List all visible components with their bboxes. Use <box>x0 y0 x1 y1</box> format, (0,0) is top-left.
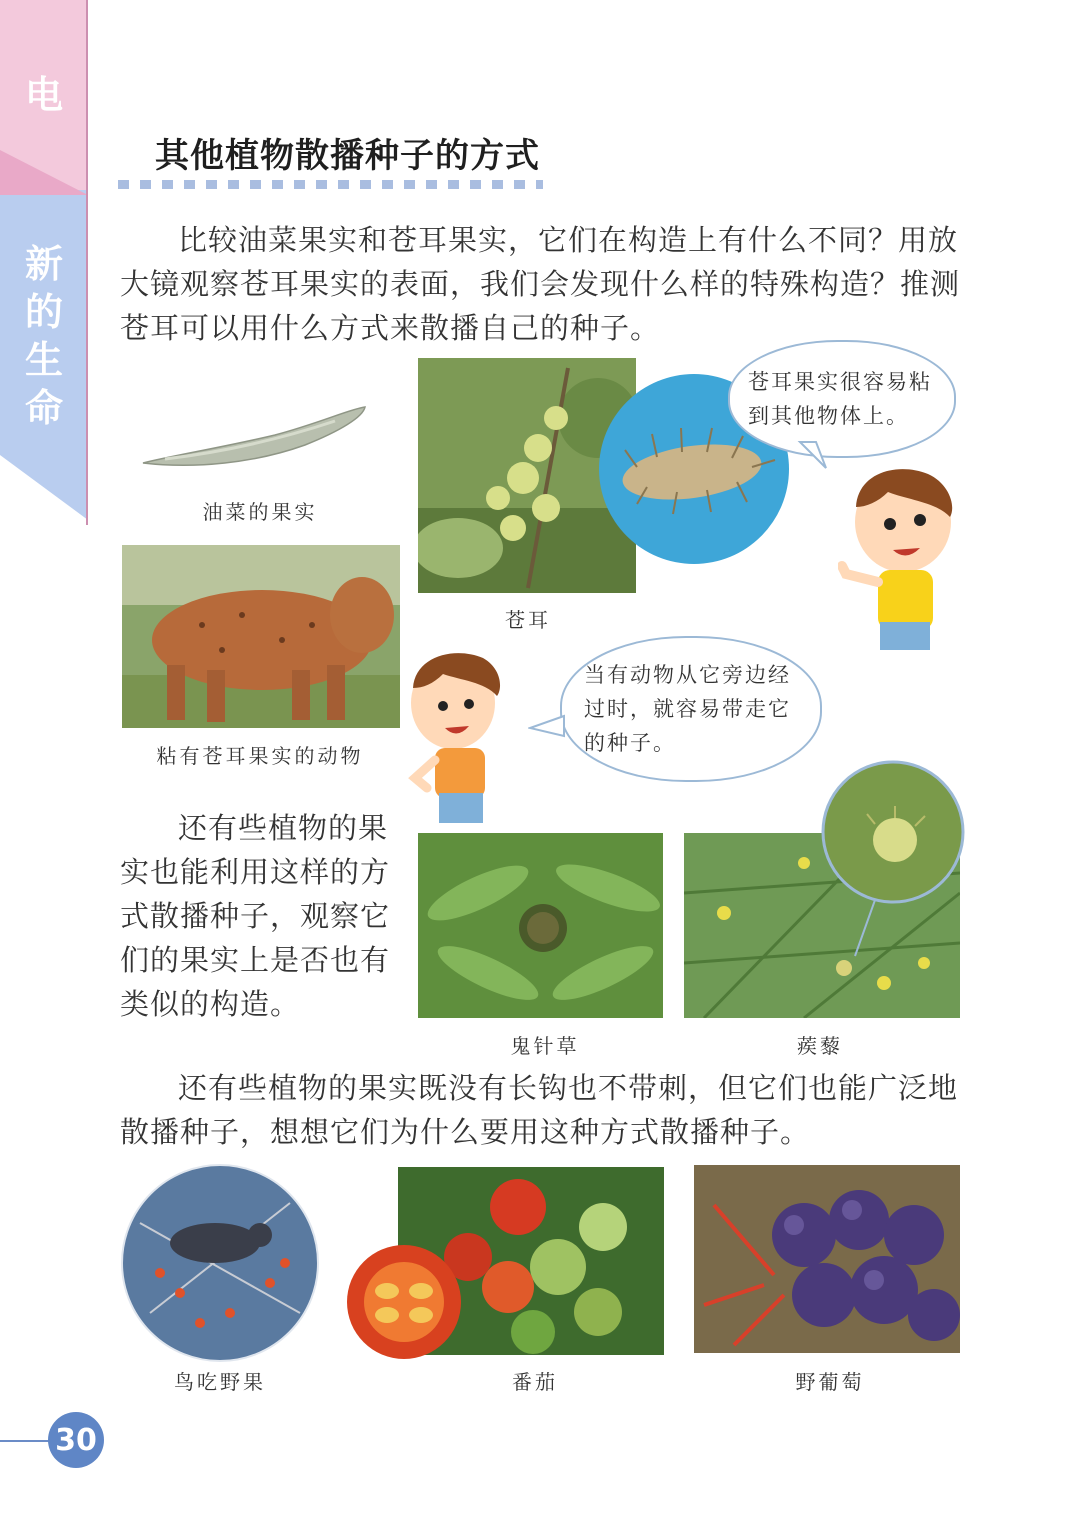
caption-cow: 粘有苍耳果实的动物 <box>156 744 364 768</box>
caption-tribulus: 蒺藜 <box>797 1034 843 1058</box>
tribulus-fruit-zoom <box>815 760 970 960</box>
tomato-cross-section-image <box>345 1243 463 1361</box>
rapeseed-fruit-image <box>135 395 375 475</box>
sidebar-edge-line <box>86 0 88 525</box>
bubble-2-tail <box>528 712 568 742</box>
caption-cocklebur: 苍耳 <box>505 608 551 632</box>
unit-title: 新的生命 <box>24 242 63 430</box>
heading-dotted-rule <box>118 180 543 189</box>
section-heading: 其他植物散播种子的方式 <box>155 136 540 176</box>
wild-grape-photo <box>694 1165 960 1353</box>
cartoon-boy-1 <box>838 462 958 652</box>
speech-bubble-2: 当有动物从它旁边经过时，就容易带走它的种子。 <box>560 636 822 782</box>
speech-bubble-1: 苍耳果实很容易粘到其他物体上。 <box>728 340 956 458</box>
caption-tomato: 番茄 <box>512 1370 558 1394</box>
bird-photo <box>120 1163 320 1363</box>
unit-letter: 电 <box>24 73 63 117</box>
caption-bird: 鸟吃野果 <box>174 1370 266 1394</box>
bidens-photo <box>418 833 663 1018</box>
caption-wild-grape: 野葡萄 <box>795 1370 865 1394</box>
caption-bidens: 鬼针草 <box>510 1034 580 1058</box>
no-hooks-paragraph: 还有些植物的果实既没有长钩也不带刺，但它们也能广泛地散播种子，想想它们为什么要用这种方式散播种子。 <box>120 1071 959 1149</box>
cow-photo <box>122 545 400 728</box>
page-number: 30 <box>48 1412 104 1468</box>
cartoon-boy-2 <box>405 648 505 823</box>
sidebar-tail <box>0 455 88 520</box>
sidebar-fold <box>0 150 88 195</box>
more-plants-paragraph: 还有些植物的果实也能利用这样的方式散播种子，观察它们的果实上是否也有类似的构造。 <box>120 811 391 1021</box>
caption-rapeseed: 油菜的果实 <box>202 500 318 524</box>
intro-paragraph: 比较油菜果实和苍耳果实，它们在构造上有什么不同？用放大镜观察苍耳果实的表面，我们会发现什么样的特殊构造？推测苍耳可以用什么方式来散播自己的种子。 <box>120 223 961 345</box>
bubble-1-tail <box>796 440 836 470</box>
